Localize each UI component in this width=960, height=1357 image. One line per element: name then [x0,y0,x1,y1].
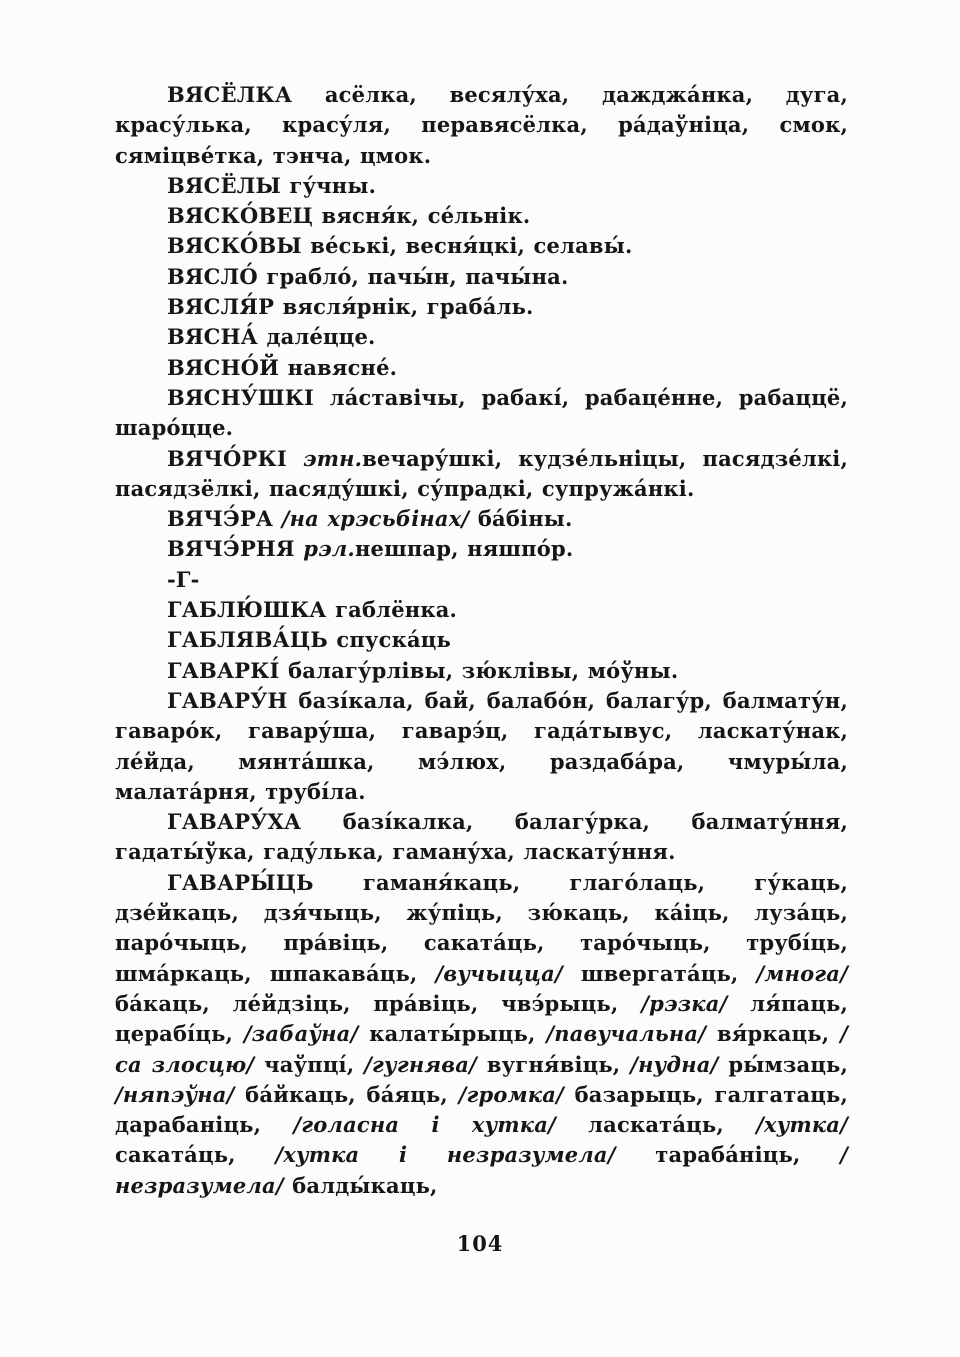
entry-synonyms: спуска́ць [327,627,451,653]
entry-usage-note: /голасна і хутка/ [293,1112,556,1138]
entry-synonyms: гаманя́каць, глаго́лаць, гу́каць, дзе́йкаць, дзя́чыць, жу́піць, зю́каць, ка́іць, луза́ць, паро́чыць, пра́віць, саката́ць, таро́чыць, трубі́ць, шма́ркаць, шпакава́ць, [115,869,848,986]
entry-headword: ВЯСКО́ВЫ [167,233,302,259]
entry-synonyms: ба́біны. [469,506,573,532]
entry-headword: ВЯЧЭ́РНЯ [167,536,295,562]
dictionary-content [115,80,848,1201]
entry-synonyms: базі́калка, балагу́рка, балмату́ння, гадаты́ўка, гаду́лька, гаману́ха, ласкату́ння. [115,809,848,865]
entry-headword: ГАВАРУ́ХА [167,809,302,835]
entry-usage-note: рэл. [303,536,355,562]
entry-synonyms: базі́кала, бай, балабо́н, балагу́р, балмату́н, гаваро́к, гавару́ша, гаварэ́ц, гада́тывус, ласкату́нак, ле́йда, мянта́шка, мэ́люх, раздаба́ра, чмуры́ла, малата́рня, трубі́ла. [115,687,848,804]
entry-synonyms: ры́мзаць, [718,1051,848,1077]
entry-usage-note: /са злосцю/ [115,1021,848,1077]
entry-usage-note: /няпэўна/ [115,1081,235,1107]
entry-synonyms: грабло́, пачы́н, пачы́на. [257,263,569,289]
entry-headword: ВЯСЛО́ [167,263,258,289]
entry-synonyms: тараба́ніць, [615,1142,841,1168]
entry-synonyms: калаты́рыць, [358,1021,547,1047]
entry-headword: ВЯСЁЛКА [167,82,293,107]
entry-usage-note: /многа/ [756,960,848,986]
entry-usage-note: /павучальна/ [546,1021,707,1047]
entry-headword: ГАБЛЮ́ШКА [167,597,327,623]
entry-synonyms [295,536,304,561]
entry-synonyms: швергата́ць, [562,960,757,986]
entry-synonyms: навясне́. [279,354,398,380]
entry-synonyms: габлёнка. [326,597,458,623]
dictionary-entry [115,353,848,383]
entry-synonyms: асёлка, весялу́ха, дажджа́нка, дуга, красу́лька, красу́ля, перавясёлка, ра́даўніца, смок, сяміцве́тка, тэнча, цмок. [115,82,848,168]
entry-headword: ВЯЧЭ́РА [167,506,274,532]
dictionary-entry [115,322,848,352]
entry-synonyms: гу́чны. [281,172,377,198]
entry-synonyms: вечару́шкі, кудзе́льніцы, пасядзе́лкі, пасядзёлкі, пасяду́шкі, су́прадкі, супружа́нкі. [115,445,848,501]
entry-usage-note: /рэзка/ [641,990,728,1016]
entry-usage-note: /нудна/ [630,1051,719,1077]
entry-synonyms: ласката́ць, [555,1112,757,1138]
dictionary-entry [115,292,848,322]
entry-headword: ВЯЧО́РКІ [167,445,287,471]
dictionary-entry [115,868,848,1201]
entry-synonyms: ла́ставічы, рабакі́, рабаце́нне, рабаццё, шаро́цце. [115,384,848,441]
entry-synonyms: чаўпці́, [254,1051,365,1077]
dictionary-entry [115,595,848,625]
entry-usage-note: /громка/ [458,1081,564,1107]
entry-headword: ГАВАРКІ́ [167,657,280,683]
dictionary-entry [115,504,848,534]
entry-headword: ВЯСЁЛЫ [167,172,281,198]
entry-headword: ГАБЛЯВА́ЦЬ [167,627,328,653]
entry-usage-note: /хутка і незразумела/ [275,1142,616,1168]
entry-usage-note: /хутка/ [756,1112,848,1138]
page-number: 104 [456,1231,504,1256]
entry-headword: ГАВАРЫ́ЦЬ [167,869,314,895]
entry-synonyms: базарыць, галгатаць, дарабаніць, [115,1081,848,1138]
entry-headword: ВЯСЛЯ́Р [167,294,275,320]
dictionary-entry [115,262,848,292]
entry-usage-note: /забаўна/ [243,1021,359,1047]
entry-synonyms: вясля́рнік, граба́ль. [274,294,534,320]
entry-headword: ВЯСНО́Й [167,354,280,380]
entry-headword: ВЯСНУ́ШКІ [167,384,315,410]
entry-synonyms: ба́каць, ле́йдзіць, пра́віць, чвэ́рыць, [115,990,642,1016]
entry-synonyms: вясня́к, се́льнік. [313,203,531,229]
dictionary-entry [115,807,848,868]
entry-synonyms: балагу́рлівы, зю́клівы, мо́ўны. [279,657,679,683]
dictionary-entry [115,534,848,564]
entry-synonyms: ве́ські, весня́цкі, селавы́. [301,233,633,259]
entry-headword: ВЯСНА́ [167,324,258,350]
entry-synonyms [287,446,303,471]
dictionary-entry [115,171,848,201]
dictionary-entry [115,625,848,655]
entry-usage-note: этн. [302,445,363,471]
entry-usage-note: /незразумела/ [115,1142,849,1198]
entry-synonyms: саката́ць, [115,1142,276,1168]
dictionary-entry [115,383,848,444]
entry-synonyms: ба́йкаць, ба́яць, [234,1081,459,1107]
dictionary-entry [115,201,848,231]
entry-usage-note: /гугнява/ [364,1051,477,1077]
entry-headword: ГАВАРУ́Н [167,687,288,713]
dictionary-entry [115,444,848,505]
entry-synonyms: балды́каць, [283,1172,438,1198]
entry-synonyms: нешпар, няшпо́р. [354,536,574,562]
entry-usage-note: /на хрэсьбінах/ [281,506,470,532]
entry-synonyms: вугня́віць, [476,1051,631,1077]
section-header: -Г- [167,566,200,592]
entry-usage-note: /вучыцца/ [435,960,563,986]
entry-synonyms: ля́паць, церабі́ць, [115,990,848,1047]
entry-synonyms: вя́ркаць, [706,1021,841,1047]
dictionary-entry [115,686,848,807]
entry-synonyms: дале́цце. [257,324,376,350]
dictionary-entry [115,231,848,261]
dictionary-entry [115,80,848,171]
entry-synonyms [273,506,282,531]
entry-headword: ВЯСКО́ВЕЦ [167,203,314,229]
dictionary-entry [115,656,848,686]
